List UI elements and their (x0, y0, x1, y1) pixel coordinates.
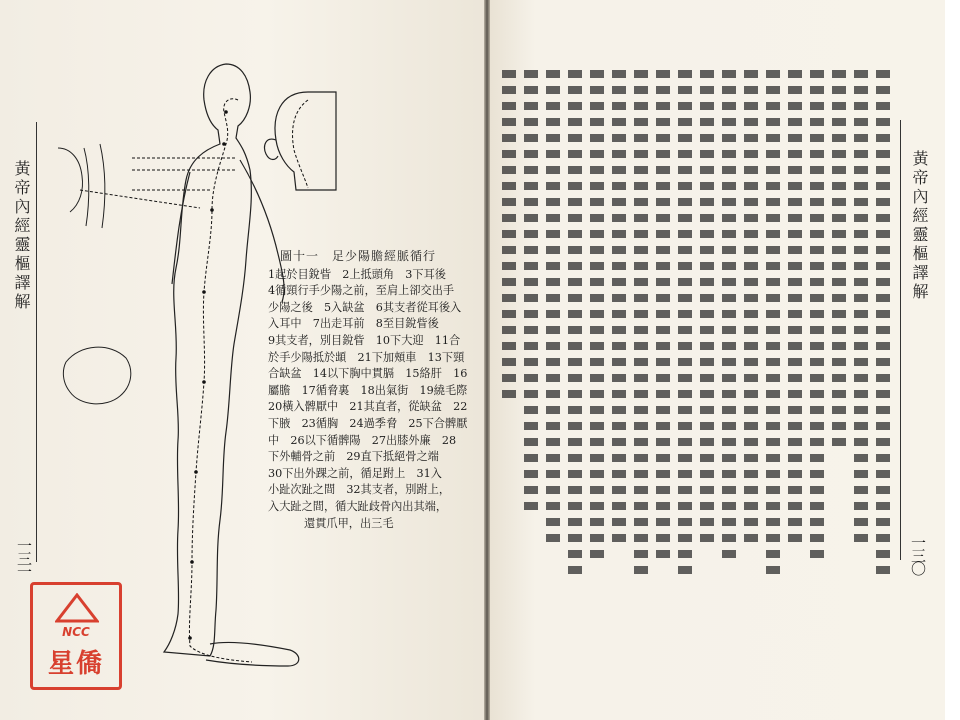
head-closeup-outline (264, 92, 336, 190)
text-column (590, 70, 604, 566)
legend-line: 下腋 23循胸 24過季脅 25下合髀厭 (268, 416, 468, 430)
stamp-latin-text: NCC (62, 625, 90, 639)
legend-line: 中 26以下循髀陽 27出膝外廉 28 (268, 433, 457, 447)
right-page-frame-rule (900, 120, 901, 560)
right-page (490, 0, 945, 720)
legend-line: 入耳中 7出走耳前 8至目銳眥後 (268, 317, 439, 331)
text-column (612, 70, 626, 550)
figure-legend (268, 267, 480, 533)
legend-line: 少陽之後 5入缺盆 6其支者從耳後入 (268, 300, 462, 314)
figure-caption-block (268, 248, 480, 532)
stamp-name-text: 星僑 (47, 649, 104, 679)
left-running-head: 黃帝內經靈樞譯解 (12, 160, 31, 312)
triangle-logo-icon (55, 593, 99, 623)
right-running-head: 黃帝內經靈樞譯解 (910, 150, 929, 302)
legend-line: 小趾次趾之間 32其支者，別跗上， (268, 483, 451, 497)
legend-line: 20橫入髀厭中 21其直者，從缺盆 22 (268, 400, 468, 414)
legend-line: 1起於目銳眥 2上抵頭角 3下耳後 (268, 267, 446, 281)
legend-line: 合缺盆 14以下胸中貫膈 15絡肝 16 (268, 367, 468, 381)
legend-line: 9其支者，別目銳眥 10下大迎 11合 (268, 333, 461, 347)
text-column (568, 70, 582, 582)
legend-line: 屬膽 17循脅裏 18出氣街 19繞毛際 (268, 383, 468, 397)
right-folio: 一三〇 (909, 535, 927, 574)
text-column (546, 70, 560, 550)
text-column (524, 70, 538, 518)
pelvis-closeup-outline (63, 347, 130, 404)
figure-caption-title: 圖十一 足少陽膽經脈循行 (280, 249, 437, 263)
text-column (854, 70, 868, 550)
publisher-stamp (30, 582, 122, 690)
text-column (700, 70, 714, 550)
text-column (678, 70, 692, 582)
text-column (744, 70, 758, 550)
text-column (810, 70, 824, 566)
legend-line: 入大趾之間，循大趾歧骨內出其端， (268, 499, 448, 513)
text-column (656, 70, 670, 566)
legend-line: 還貫爪甲，出三毛 (304, 516, 394, 530)
text-column (832, 70, 846, 454)
text-column (788, 70, 802, 550)
legend-line: 於手少陽抵於䪼 21下加頰車 13下頸 (268, 350, 465, 364)
text-column (634, 70, 648, 582)
legend-line: 下外輔骨之前 29直下抵絕骨之端 (268, 450, 439, 464)
text-column (766, 70, 780, 582)
legend-line: 30下出外踝之前，循足跗上 31入 (268, 466, 442, 480)
left-page-frame-rule (36, 122, 37, 562)
legend-line: 4循頸行手少陽之前，至肩上卻交出手 (268, 284, 455, 298)
spine-closeup-outline (58, 144, 105, 228)
text-column (502, 70, 516, 406)
left-folio: 一三一 (15, 538, 33, 577)
right-page-body-text (500, 70, 890, 680)
text-column (876, 70, 890, 582)
text-column (722, 70, 736, 566)
